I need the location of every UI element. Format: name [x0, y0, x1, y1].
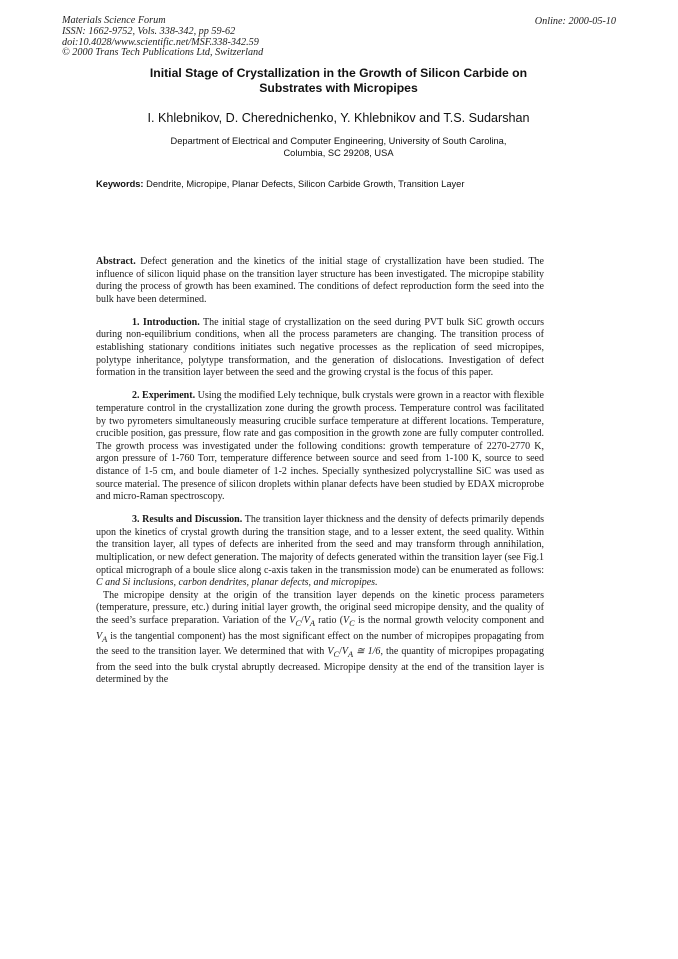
ratio2-vc-sub: C: [333, 650, 340, 660]
keywords-line: [96, 179, 596, 189]
va-symbol-sub: A: [102, 634, 108, 644]
micropipe-paragraph: [96, 590, 544, 687]
abstract-label: Abstract.: [96, 256, 136, 267]
keywords-label: Keywords:: [96, 179, 144, 189]
vc-symbol-sub: C: [349, 618, 355, 628]
introduction-heading: 1. Introduction.: [132, 316, 200, 328]
ratio2-vc: V: [327, 646, 334, 658]
affiliation-line-2: Columbia, SC 29208, USA: [283, 148, 394, 158]
abstract-text: Defect generation and the kinetics of the initial stage of crystallization have been studied. The influence of silicon liquid phase on the transition layer structure has been investigated. The micropipe stability during the process of growth has been examined. The conditions of defect reproduction form the seed into the bulk have been determined.: [96, 256, 544, 305]
vc-symbol: V: [343, 614, 350, 626]
ratio2-slash: /: [339, 646, 342, 658]
results-heading: 3. Results and Discussion.: [132, 514, 243, 526]
micropipe-text-1: The micropipe density at the origin of the transition layer depends on the kinetic process parameters (temperature, pressure, etc.) during initial layer growth, the original seed micropipe density, and the quality of the seed’s surface preparation. Variation of the: [96, 589, 544, 626]
issn-line: ISSN: 1662-9752, Vols. 338-342, pp 59-62: [62, 25, 236, 37]
ratio-threshold: ≅ 1/6: [353, 646, 381, 658]
results-paragraph: [96, 514, 544, 590]
copyright-line: © 2000 Trans Tech Publications Ltd, Switzerland: [62, 47, 264, 59]
title-line-2: Substrates with Micropipes: [259, 80, 418, 95]
keywords-text: Dendrite, Micropipe, Planar Defects, Silicon Carbide Growth, Transition Layer: [143, 179, 465, 189]
micropipe-text-5: , the quantity of micropipes propagating from the seed into the bulk crystal abruptly decreased. Micropipe density at the end of the transition layer is determined by the: [96, 646, 544, 686]
va-symbol: V: [96, 630, 103, 642]
introduction-text: The initial stage of crystallization on the seed during PVT bulk SiC growth occurs during non-equilibrium conditions, when all the process parameters are changing. The transition process of establishing stationary conditions initiates such negative processes as the replication of seed micropipes, polytype inheritance, polytype transformation, and the generation of dislocations. Investigation of defect formation in the transition layer between the seed and the growing crystal is the focus of this paper.: [96, 316, 544, 379]
results-text: The transition layer thickness and the density of defects primarily depends upon the kinetics of crystal growth during the transition stage, and to a lesser extent, the seed quality. Within the transition layer, all types of defects are inherited from the seed and may transform through annihilation, multiplication, or new defect generation. The majority of defects generated within the transition layer (see Fig.1 optical micrograph of a boule slice along c-axis taken in the transmission mode) can be enumerated as follows:: [96, 514, 544, 576]
ratio2-va-sub: A: [347, 650, 354, 660]
author-list: I. Khlebnikov, D. Cherednichenko, Y. Khlebnikov and T.S. Sudarshan: [147, 111, 530, 125]
micropipe-text-2: ratio (: [314, 614, 344, 626]
experiment-text: Using the modified Lely technique, bulk crystals were grown in a reactor with flexible temperature control in the crystallization zone during the growth process. Temperature control was facilitated by two pyrometers simultaneously measuring crucible surface temperature at different locations. Temperature, crucible position, gas pressure, flow rate and gas composition in the growth zone are fully computer controlled. The growth process was investigated under the following conditions: growth temperature of 2270-2770 K, argon pressure of 1-760 Torr, temperature difference between source and seed from 1-100 K, source to seed distance of 1-5 cm, and boule diameter of 1-2 inches. Specially synthesized polycrystalline SiC was used as source material. The presence of silicon droplets within planar defects have been studied by EDAX microprobe and micro-Raman spectroscopy.: [96, 390, 544, 503]
title-line-1: Initial Stage of Crystallization in the Growth of Silicon Carbide on: [149, 66, 528, 80]
journal-name: Materials Science Forum: [62, 15, 166, 26]
paper-body: [96, 256, 544, 687]
ratio-va-sub: A: [309, 618, 315, 628]
experiment-paragraph: [96, 390, 544, 503]
ratio-vc-sub: C: [295, 618, 301, 628]
abstract-paragraph: [96, 256, 544, 306]
defects-list: C and Si inclusions, carbon dendrites, planar defects, and micropipes: [96, 577, 376, 589]
ratio2-va: V: [341, 646, 348, 658]
ratio-vc: V: [289, 614, 296, 626]
defects-list-end: .: [375, 577, 378, 589]
journal-header: [62, 16, 263, 59]
micropipe-text-3: is the normal growth velocity component and: [354, 614, 545, 626]
experiment-heading: 2. Experiment.: [132, 390, 196, 402]
affiliation-line-1: Department of Electrical and Computer Engineering, University of South Carolina,: [170, 136, 507, 146]
ratio-va: V: [303, 614, 310, 626]
micropipe-text-4: is the tangential component) has the most significant effect on the number of micropipes propagating from the seed to the transition layer. We determined that with: [96, 630, 544, 658]
online-date: Online: 2000-05-10: [534, 16, 616, 27]
paper-title: [62, 66, 615, 95]
affiliation: [62, 135, 615, 159]
doi-line: doi:10.4028/www.scientific.net/MSF.338-342.59: [62, 36, 259, 48]
introduction-paragraph: [96, 317, 544, 380]
ratio-slash: /: [300, 614, 304, 626]
